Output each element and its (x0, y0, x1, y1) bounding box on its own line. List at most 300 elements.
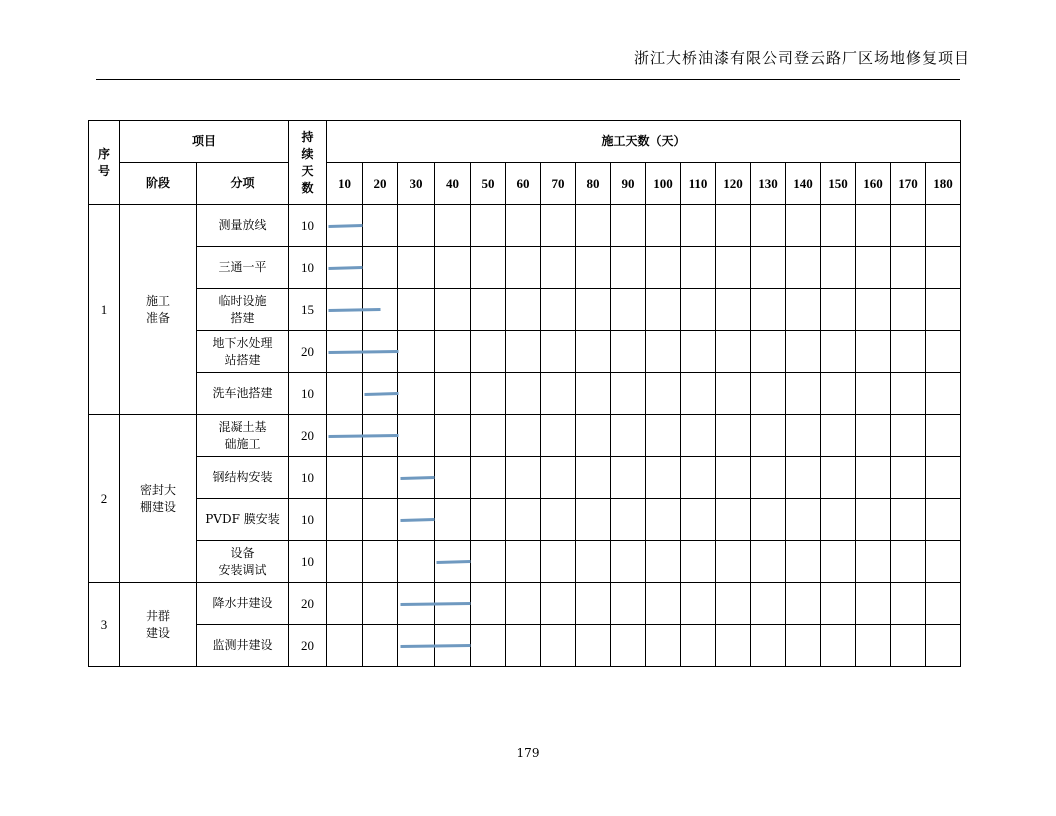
task-name (197, 415, 289, 457)
timeline-tick-label (891, 163, 926, 205)
timeline-cell (926, 625, 961, 667)
group-stage (120, 415, 197, 583)
timeline-tick-label (821, 163, 856, 205)
timeline-cell (541, 541, 576, 583)
timeline-cell (681, 289, 716, 331)
timeline-cell (327, 625, 363, 667)
task-name-text: 测量放线 (218, 218, 267, 232)
timeline-cell (646, 331, 681, 373)
timeline-cell (471, 373, 506, 415)
timeline-cell (435, 289, 471, 331)
timeline-cell (363, 205, 398, 247)
timeline-cell (751, 205, 786, 247)
table-row (89, 415, 961, 457)
col-header-stage-text: 阶段 (145, 176, 170, 190)
timeline-cell (891, 541, 926, 583)
task-duration-text: 20 (301, 344, 314, 359)
timeline-cell (327, 415, 363, 457)
timeline-cell (716, 289, 751, 331)
task-duration-text: 20 (301, 428, 314, 443)
timeline-cell (646, 583, 681, 625)
timeline-tick-label (751, 163, 786, 205)
timeline-cell (681, 247, 716, 289)
timeline-cell (821, 289, 856, 331)
timeline-cell (435, 541, 471, 583)
timeline-cell (681, 457, 716, 499)
timeline-tick-label (327, 163, 363, 205)
timeline-cell (926, 457, 961, 499)
timeline-cell (611, 289, 646, 331)
timeline-tick-label-text: 40 (446, 176, 459, 191)
timeline-tick-label-text: 110 (688, 176, 708, 191)
timeline-cell (716, 625, 751, 667)
timeline-tick-label-text: 160 (863, 176, 883, 191)
page-number: 179 (516, 746, 540, 760)
timeline-cell (611, 331, 646, 373)
task-duration (289, 205, 327, 247)
timeline-cell (891, 415, 926, 457)
timeline-cell (856, 583, 891, 625)
table-row (89, 457, 961, 499)
timeline-cell (646, 205, 681, 247)
timeline-cell (471, 499, 506, 541)
group-stage-text: 施工 准备 (145, 293, 170, 325)
timeline-cell (435, 415, 471, 457)
timeline-cell (471, 331, 506, 373)
timeline-cell (751, 583, 786, 625)
table-row (89, 373, 961, 415)
timeline-cell (926, 373, 961, 415)
timeline-cell (646, 625, 681, 667)
timeline-tick-label-text: 70 (551, 176, 565, 191)
col-header-project-text: 项目 (191, 134, 216, 148)
timeline-tick-label (926, 163, 961, 205)
timeline-cell (576, 583, 611, 625)
timeline-cell (471, 583, 506, 625)
timeline-cell (576, 331, 611, 373)
task-duration-text: 20 (301, 596, 314, 611)
timeline-cell (398, 457, 435, 499)
timeline-tick-label (681, 163, 716, 205)
timeline-cell (611, 415, 646, 457)
col-header-timeline (327, 121, 961, 163)
task-duration-text: 10 (301, 470, 314, 485)
timeline-tick-label-text: 170 (898, 176, 918, 191)
timeline-cell (576, 415, 611, 457)
task-name-text: 临时设施 搭建 (218, 293, 267, 325)
timeline-cell (398, 541, 435, 583)
task-duration (289, 583, 327, 625)
timeline-cell (363, 247, 398, 289)
timeline-cell (646, 247, 681, 289)
timeline-cell (327, 457, 363, 499)
timeline-cell (541, 247, 576, 289)
timeline-cell (398, 415, 435, 457)
timeline-tick-label (435, 163, 471, 205)
task-duration-text: 10 (301, 512, 314, 527)
timeline-cell (611, 583, 646, 625)
timeline-cell (398, 247, 435, 289)
timeline-cell (716, 415, 751, 457)
timeline-cell (435, 373, 471, 415)
timeline-cell (471, 415, 506, 457)
timeline-cell (363, 625, 398, 667)
timeline-cell (541, 583, 576, 625)
timeline-cell (856, 331, 891, 373)
timeline-cell (541, 499, 576, 541)
timeline-cell (786, 205, 821, 247)
timeline-cell (681, 499, 716, 541)
timeline-cell (506, 373, 541, 415)
document-header-title: 浙江大桥油漆有限公司登云路厂区场地修复项目 (633, 49, 970, 67)
construction-schedule-table (88, 120, 961, 667)
timeline-cell (363, 541, 398, 583)
table-row (89, 205, 961, 247)
timeline-cell (471, 541, 506, 583)
timeline-cell (891, 499, 926, 541)
timeline-cell (327, 541, 363, 583)
timeline-cell (541, 625, 576, 667)
group-stage (120, 205, 197, 415)
timeline-cell (891, 583, 926, 625)
timeline-cell (646, 457, 681, 499)
timeline-cell (821, 373, 856, 415)
timeline-tick-label-text: 180 (933, 176, 953, 191)
col-header-seq (89, 121, 120, 205)
timeline-cell (327, 499, 363, 541)
timeline-cell (891, 289, 926, 331)
timeline-cell (786, 415, 821, 457)
timeline-cell (716, 541, 751, 583)
timeline-cell (611, 247, 646, 289)
col-header-item-text: 分项 (230, 176, 255, 190)
timeline-cell (821, 625, 856, 667)
timeline-cell (786, 541, 821, 583)
timeline-cell (716, 373, 751, 415)
timeline-cell (821, 457, 856, 499)
timeline-cell (506, 499, 541, 541)
timeline-tick-label (398, 163, 435, 205)
timeline-cell (363, 583, 398, 625)
timeline-cell (363, 331, 398, 373)
timeline-tick-label (363, 163, 398, 205)
timeline-cell (576, 625, 611, 667)
timeline-cell (856, 499, 891, 541)
timeline-cell (506, 625, 541, 667)
timeline-cell (646, 499, 681, 541)
timeline-cell (856, 415, 891, 457)
timeline-cell (821, 205, 856, 247)
timeline-cell (576, 541, 611, 583)
timeline-cell (856, 625, 891, 667)
task-duration (289, 289, 327, 331)
task-name (197, 373, 289, 415)
timeline-cell (716, 583, 751, 625)
timeline-cell (576, 247, 611, 289)
timeline-cell (646, 541, 681, 583)
task-duration (289, 373, 327, 415)
timeline-cell (891, 205, 926, 247)
timeline-cell (751, 625, 786, 667)
task-duration (289, 499, 327, 541)
group-stage-text: 井群 建设 (145, 608, 170, 640)
col-header-stage (120, 163, 197, 205)
timeline-cell (471, 289, 506, 331)
timeline-tick-label-text: 80 (586, 176, 600, 191)
timeline-tick-label-text: 150 (828, 176, 848, 191)
timeline-cell (926, 289, 961, 331)
timeline-cell (926, 205, 961, 247)
timeline-cell (471, 625, 506, 667)
task-duration (289, 541, 327, 583)
timeline-cell (786, 625, 821, 667)
timeline-cell (681, 541, 716, 583)
timeline-cell (435, 457, 471, 499)
timeline-cell (891, 331, 926, 373)
task-name (197, 499, 289, 541)
timeline-cell (471, 247, 506, 289)
task-name-text: 降水井建设 (212, 596, 273, 610)
task-name (197, 541, 289, 583)
timeline-cell (506, 205, 541, 247)
timeline-cell (681, 331, 716, 373)
timeline-cell (891, 373, 926, 415)
timeline-cell (576, 457, 611, 499)
timeline-cell (506, 541, 541, 583)
timeline-cell (856, 373, 891, 415)
timeline-cell (681, 415, 716, 457)
table-row (89, 331, 961, 373)
task-duration (289, 457, 327, 499)
timeline-cell (786, 289, 821, 331)
timeline-cell (786, 583, 821, 625)
timeline-cell (646, 289, 681, 331)
task-duration (289, 331, 327, 373)
timeline-tick-label-text: 100 (653, 176, 673, 191)
timeline-cell (716, 205, 751, 247)
timeline-tick-label (611, 163, 646, 205)
task-duration-text: 15 (301, 302, 314, 317)
timeline-cell (398, 583, 435, 625)
timeline-cell (751, 415, 786, 457)
timeline-cell (821, 331, 856, 373)
timeline-cell (398, 373, 435, 415)
timeline-tick-label-text: 90 (621, 176, 635, 191)
timeline-tick-label (786, 163, 821, 205)
task-name (197, 289, 289, 331)
timeline-cell (611, 457, 646, 499)
timeline-tick-label-text: 10 (338, 176, 351, 191)
header-row (89, 163, 961, 205)
timeline-cell (576, 499, 611, 541)
timeline-tick-label (576, 163, 611, 205)
timeline-cell (471, 457, 506, 499)
group-stage-text: 密封大 棚建设 (139, 482, 176, 514)
timeline-cell (435, 247, 471, 289)
timeline-cell (541, 205, 576, 247)
timeline-cell (435, 625, 471, 667)
timeline-cell (611, 541, 646, 583)
timeline-cell (541, 415, 576, 457)
task-name-text: 地下水处理 站搭建 (212, 335, 273, 367)
timeline-cell (751, 373, 786, 415)
col-header-item (197, 163, 289, 205)
timeline-cell (716, 457, 751, 499)
timeline-cell (327, 247, 363, 289)
timeline-cell (327, 583, 363, 625)
timeline-cell (786, 373, 821, 415)
timeline-cell (856, 205, 891, 247)
table-row (89, 499, 961, 541)
timeline-cell (856, 457, 891, 499)
task-duration (289, 247, 327, 289)
timeline-cell (716, 499, 751, 541)
task-name-text: PVDF 膜安装 (205, 512, 280, 526)
task-duration-text: 10 (301, 218, 314, 233)
timeline-cell (821, 499, 856, 541)
timeline-cell (506, 247, 541, 289)
timeline-cell (363, 373, 398, 415)
timeline-cell (363, 415, 398, 457)
timeline-tick-label-text: 30 (409, 176, 423, 191)
timeline-cell (716, 331, 751, 373)
timeline-tick-label (506, 163, 541, 205)
timeline-cell (681, 625, 716, 667)
task-duration (289, 415, 327, 457)
timeline-cell (821, 541, 856, 583)
timeline-cell (751, 499, 786, 541)
timeline-cell (926, 499, 961, 541)
task-name-text: 监测井建设 (212, 638, 273, 652)
timeline-cell (541, 373, 576, 415)
timeline-cell (926, 415, 961, 457)
timeline-tick-label (541, 163, 576, 205)
timeline-tick-label-text: 20 (373, 176, 387, 191)
timeline-cell (576, 205, 611, 247)
timeline-cell (681, 583, 716, 625)
task-duration-text: 10 (301, 386, 314, 401)
timeline-tick-label (646, 163, 681, 205)
table-row (89, 583, 961, 625)
timeline-cell (611, 205, 646, 247)
timeline-cell (716, 247, 751, 289)
table-row (89, 541, 961, 583)
timeline-cell (541, 289, 576, 331)
timeline-cell (926, 541, 961, 583)
group-seq (89, 415, 120, 583)
task-name (197, 205, 289, 247)
timeline-cell (506, 583, 541, 625)
task-name (197, 583, 289, 625)
timeline-cell (856, 289, 891, 331)
timeline-cell (926, 331, 961, 373)
timeline-cell (398, 205, 435, 247)
timeline-cell (646, 373, 681, 415)
timeline-cell (363, 289, 398, 331)
timeline-cell (751, 541, 786, 583)
header-rule (96, 79, 960, 80)
timeline-cell (576, 289, 611, 331)
task-name-text: 三通一平 (218, 260, 267, 274)
timeline-tick-label (471, 163, 506, 205)
task-name (197, 331, 289, 373)
task-name (197, 247, 289, 289)
timeline-tick-label (716, 163, 751, 205)
timeline-cell (541, 331, 576, 373)
timeline-cell (786, 331, 821, 373)
timeline-cell (821, 247, 856, 289)
group-stage (120, 583, 197, 667)
timeline-tick-label-text: 120 (723, 176, 743, 191)
timeline-tick-label-text: 60 (516, 176, 530, 191)
task-name-text: 混凝土基 础施工 (218, 419, 267, 451)
timeline-tick-label (856, 163, 891, 205)
timeline-cell (821, 583, 856, 625)
timeline-cell (327, 205, 363, 247)
timeline-cell (611, 625, 646, 667)
timeline-cell (327, 331, 363, 373)
task-name-text: 洗车池搭建 (212, 386, 273, 400)
timeline-cell (821, 415, 856, 457)
col-header-seq-text: 序号 (98, 146, 111, 178)
task-name (197, 457, 289, 499)
timeline-cell (327, 373, 363, 415)
header-row (89, 121, 961, 163)
timeline-cell (891, 625, 926, 667)
timeline-cell (363, 457, 398, 499)
group-seq-text: 2 (100, 491, 108, 506)
timeline-cell (751, 247, 786, 289)
timeline-cell (541, 457, 576, 499)
task-name-text: 设备 安装调试 (218, 545, 267, 577)
timeline-cell (856, 541, 891, 583)
timeline-cell (398, 289, 435, 331)
timeline-cell (891, 457, 926, 499)
timeline-cell (506, 457, 541, 499)
group-seq (89, 583, 120, 667)
task-duration-text: 10 (301, 554, 314, 569)
timeline-cell (926, 247, 961, 289)
timeline-cell (471, 205, 506, 247)
timeline-cell (751, 289, 786, 331)
timeline-cell (435, 205, 471, 247)
timeline-cell (611, 373, 646, 415)
table-row (89, 247, 961, 289)
group-seq (89, 205, 120, 415)
timeline-cell (646, 415, 681, 457)
col-header-duration (289, 121, 327, 205)
col-header-project (120, 121, 289, 163)
timeline-cell (506, 415, 541, 457)
timeline-cell (856, 247, 891, 289)
timeline-cell (506, 331, 541, 373)
col-header-duration-text: 持续天数 (301, 129, 314, 195)
table-row (89, 625, 961, 667)
group-seq-text: 3 (100, 617, 108, 632)
timeline-cell (506, 289, 541, 331)
timeline-cell (435, 331, 471, 373)
timeline-cell (786, 499, 821, 541)
task-duration-text: 20 (301, 638, 314, 653)
task-duration (289, 625, 327, 667)
timeline-tick-label-text: 130 (758, 176, 778, 191)
timeline-cell (398, 331, 435, 373)
timeline-tick-label-text: 50 (481, 176, 495, 191)
timeline-cell (435, 583, 471, 625)
timeline-cell (611, 499, 646, 541)
task-name (197, 625, 289, 667)
timeline-cell (891, 247, 926, 289)
